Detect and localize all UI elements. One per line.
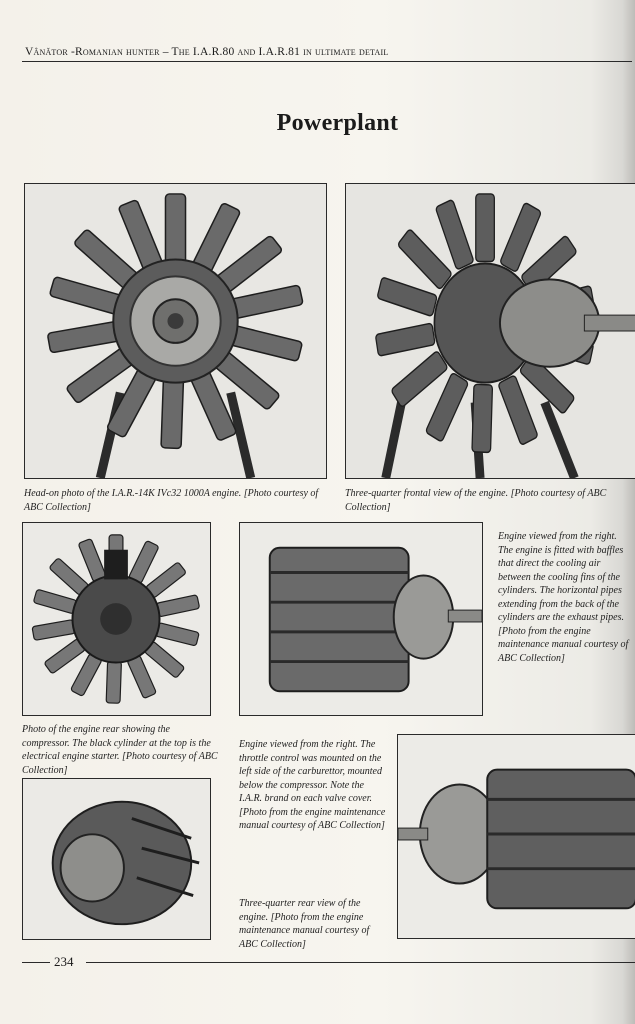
caption-right-side-baffles: Engine viewed from the right. The engine is fitted with baffles that direct the cooling air between the cooling fins of the cylinders. The horizontal pipes extending from the back of the cylinders are the exhaust pipes. [Photo from the engine maintenance manual courtesy of ABC Collection] <box>498 531 629 664</box>
photo-engine-right-side <box>239 522 483 716</box>
caption-three-quarter-rear: Three-quarter rear view of the engine. [Photo from the engine maintenance manual courtesy of ABC Collection] <box>239 898 370 950</box>
footer-rule-left <box>22 962 50 963</box>
caption-three-quarter-front: Three-quarter frontal view of the engine. [Photo courtesy of ABC Collection] <box>345 488 607 513</box>
header-divider <box>22 61 632 62</box>
photo-engine-three-quarter-rear <box>397 734 635 939</box>
photo-engine-rear-angle <box>22 778 211 940</box>
section-title: Powerplant <box>276 110 399 136</box>
photo-engine-three-quarter-front <box>345 183 635 479</box>
page-number: 234 <box>54 954 74 969</box>
running-head: Vânător -Romanian hunter – The I.A.R.80 and I.A.R.81 in ultimate detail <box>25 46 389 58</box>
photo-engine-head-on <box>24 183 327 479</box>
caption-head-on: Head-on photo of the I.A.R.-14K IVc32 1000A engine. [Photo courtesy of ABC Collection] <box>24 488 319 513</box>
caption-rear: Photo of the engine rear showing the compressor. The black cylinder at the top is the electrical engine starter. [Photo courtesy of ABC Collection] <box>22 724 218 776</box>
footer-rule-right <box>86 962 635 963</box>
photo-engine-rear <box>22 522 211 716</box>
caption-right-side-throttle: Engine viewed from the right. The throttle control was mounted on the left side of the carburettor, mounted below the compressor. Note the I.A.R. brand on each valve cover. [Photo from the engine maintenance manual courtesy of ABC Collection] <box>239 739 386 831</box>
